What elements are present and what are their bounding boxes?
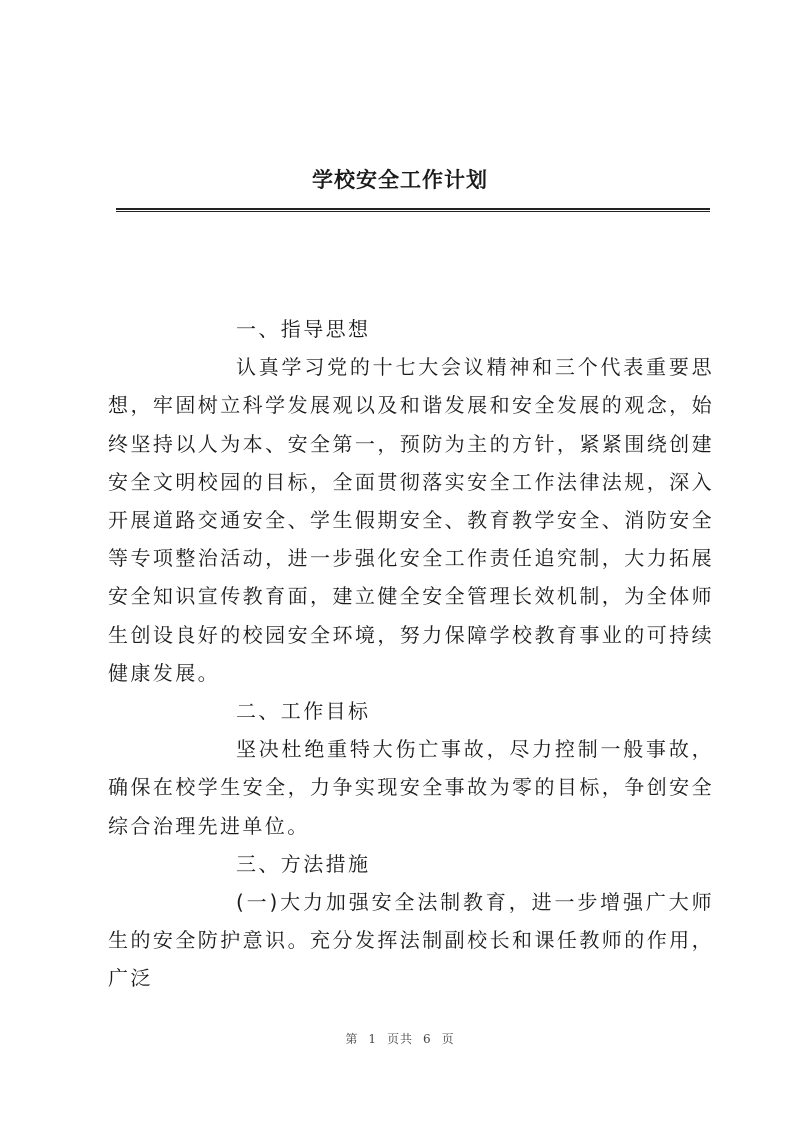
title-divider	[116, 208, 710, 212]
footer-label-di: 第	[345, 1032, 359, 1046]
section-heading-work-goals: 二、工作目标	[236, 699, 371, 724]
section-heading-guiding-ideology: 一、指导思想	[236, 317, 371, 341]
footer-label-yegong: 页共	[386, 1032, 413, 1046]
footer-label-ye: 页	[441, 1032, 455, 1046]
document-title: 学校安全工作计划	[312, 168, 488, 192]
footer-page-number: 1	[368, 1032, 377, 1046]
paragraph-guiding-ideology: 认真学习党的十七大会议精神和三个代表重要思想，牢固树立科学发展观以及和谐发展和安全发展的观念，始终坚持以人为本、安全第一，预防为主的方针，紧紧围绕创建安全文明校园的目标，全面贯彻落实安全工作法律法规，深入开展道路交通安全、学生假期安全、教育教学安全、消防安全等专项整治活动，进一步强化安全工作责任追究制，大力拓展安全知识宣传教育面，建立健全安全管理长效机制，为全体师生创设良好的校园安全环境，努力保障学校教育事业的可持续健康发展。	[108, 355, 714, 685]
footer-total-pages: 6	[423, 1032, 432, 1046]
paragraph-methods: (一)大力加强安全法制教育，进一步增强广大师生的安全防护意识。充分发挥法制副校长和课任教师的作用，广泛	[108, 890, 714, 991]
paragraph-work-goals: 坚决杜绝重特大伤亡事故，尽力控制一般事故，确保在校学生安全，力争实现安全事故为零的目标，争创安全综合治理先进单位。	[108, 737, 714, 838]
document-body	[108, 310, 714, 998]
page-footer	[0, 1030, 800, 1047]
section-heading-methods: 三、方法措施	[236, 851, 371, 876]
